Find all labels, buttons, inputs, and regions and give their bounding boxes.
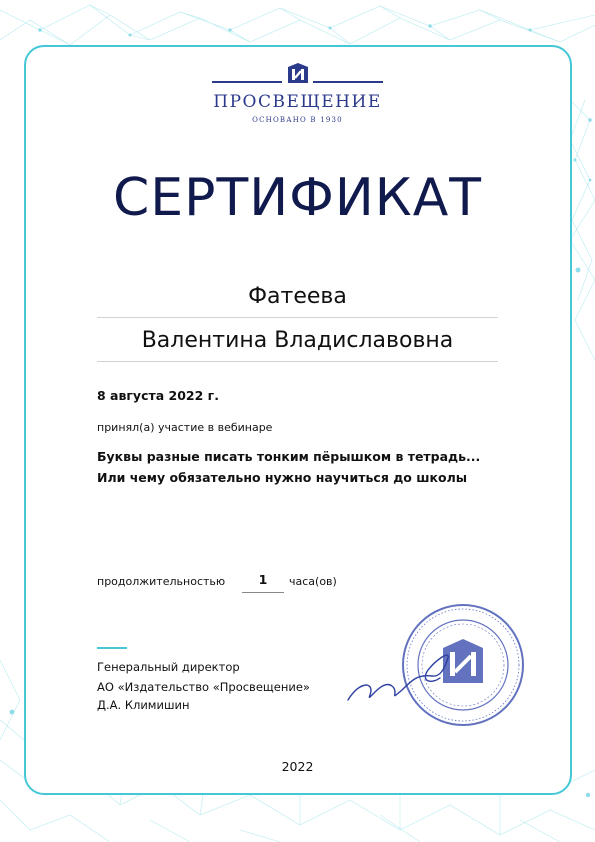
recipient-given-names: Валентина Владиславовна — [141, 328, 454, 353]
duration-underline — [242, 592, 284, 593]
webinar-title-line-2: Или чему обязательно нужно научиться до школы — [97, 470, 468, 485]
recipient-surname: Фатеева — [248, 284, 347, 309]
signatory-accent-line — [97, 647, 127, 649]
duration-value: 1 — [258, 572, 268, 587]
surname-divider — [97, 317, 498, 318]
logo-rule-right — [313, 81, 383, 83]
seal-and-signature — [340, 600, 535, 740]
company-seal-stamp — [403, 605, 523, 725]
logo-rule-left — [212, 81, 282, 83]
participation-text: принял(а) участие в вебинаре — [97, 421, 273, 434]
brand-name: ПРОСВЕЩЕНИЕ — [213, 92, 382, 112]
given-names-divider — [97, 361, 498, 362]
event-date: 8 августа 2022 г. — [97, 388, 219, 403]
brand-tagline: ОСНОВАНО В 1930 — [252, 116, 343, 124]
prosveshchenie-logo-icon — [287, 62, 309, 84]
webinar-title-line-1: Буквы разные писать тонким пёрышком в тетрадь... — [97, 449, 481, 464]
brand-logo — [200, 58, 395, 130]
webinar-title — [97, 446, 527, 488]
signatory-name: Д.А. Климишин — [97, 698, 190, 712]
signatory-position: Генеральный директор — [97, 660, 240, 674]
certificate-title: СЕРТИФИКАТ — [112, 168, 483, 228]
duration-label: продолжительностью — [97, 575, 226, 588]
signatory-company: АО «Издательство «Просвещение» — [97, 680, 310, 694]
duration-unit: часа(ов) — [289, 575, 337, 588]
certificate-year: 2022 — [281, 759, 314, 774]
